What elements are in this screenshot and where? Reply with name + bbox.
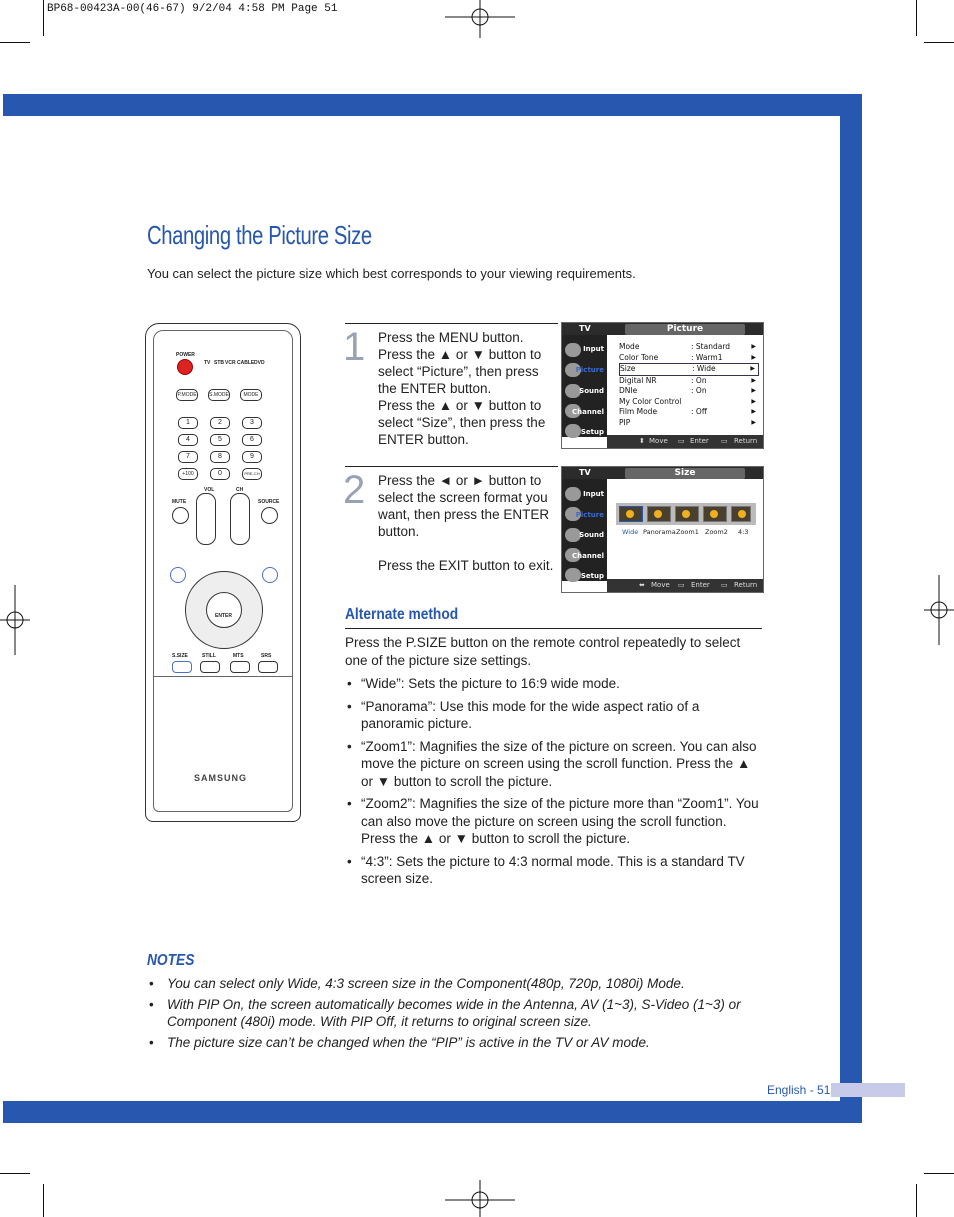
step-2-paragraph: Press the ◄ or ► button to select the screen format you want, then press the ENTER button. [378,473,550,539]
still-label: STILL [202,653,216,659]
source-button [261,507,278,524]
osd-sidebar-picture: Picture [575,366,604,374]
vol-label: VOL [204,487,215,493]
osd-sidebar [562,335,607,437]
source-label: SOURCE [258,499,280,505]
num-0-button: 0 [210,468,230,480]
osd-row-size: Size : Wide ▶ [619,363,759,376]
brand-logo: SAMSUNG [194,773,248,783]
srs-label: SRS [261,653,272,659]
osd-return-label: Return [734,581,758,589]
crop-mark [43,0,44,36]
source-tv-label: TV [204,360,211,366]
num-9-button: 9 [242,451,262,463]
notes-list [147,975,767,1055]
num-7-button: 7 [178,451,198,463]
source-stb-label: STB [214,360,224,366]
notes-heading: NOTES [147,952,195,969]
osd-tv-label: TV [579,324,591,333]
osd-picture-menu [561,322,764,449]
page-title: Changing the Picture Size [147,220,372,250]
print-slug: BP68-00423A-00(46-67) 9/2/04 4:58 PM Page 51 [47,3,338,15]
step-1-paragraph: Press the ▲ or ▼ button to select “Size”, then press the ENTER button. [378,398,546,447]
step-2-number: 2 [343,468,366,512]
setup-icon [565,424,581,438]
size-zoom1-thumbnail [675,506,699,522]
ch-label: CH [236,487,244,493]
osd-sidebar [562,479,607,581]
registration-mark [445,0,515,40]
list-item: • “Wide”: Sets the picture to 16:9 wide mode. [345,675,759,693]
num-4-button: 4 [178,434,198,446]
psize-button [172,661,192,673]
move-icon: ⬌ [639,581,645,589]
size-option-43: 4:3 [738,528,749,536]
list-item: • “Panorama”: Use this mode for the wide aspect ratio of a panoramic picture. [345,698,759,733]
osd-row-pip: PIP ▶ [619,417,756,427]
osd-sidebar-picture: Picture [575,511,604,519]
osd-row-mode: Mode : Standard ▶ [619,342,756,351]
num-1-button: 1 [178,417,198,429]
source-cable-label: CABLE [237,360,255,366]
ch-rocker [230,493,250,545]
step-1-paragraph: Press the MENU button. Press the ▲ or ▼ button to select “Picture”, then press the ENTER button. [378,330,542,396]
footer-tab [831,1083,905,1097]
crop-mark [924,1173,954,1174]
remote-control-illustration [145,323,301,822]
power-label: POWER [176,352,195,358]
osd-sidebar-sound: Sound [579,387,604,395]
osd-move-label: Move [649,437,668,445]
osd-sidebar-setup: Setup [580,572,604,580]
osd-enter-label: Enter [690,437,709,445]
num-5-button: 5 [210,434,230,446]
size-panorama-thumbnail [647,506,671,522]
osd-picture-rows [619,342,759,428]
alternate-method-intro: Press the P.SIZE button on the remote control repeatedly to select one of the picture size settings. [345,635,741,668]
power-button [177,359,193,375]
osd-size-menu [561,466,764,593]
osd-sidebar-input: Input [583,345,604,353]
list-item: • “Zoom2”: Magnifies the size of the picture more than “Zoom1”. You can also move the picture on screen using the scroll function. Press the ▲ or ▼ button to scroll the picture. [345,795,759,848]
osd-row-digital-nr: Digital NR : On ▶ [619,375,756,385]
osd-sidebar-setup: Setup [580,428,604,436]
mode-button: MODE [240,389,262,401]
registration-mark [0,585,30,655]
crop-mark [43,1184,44,1217]
return-icon: ▭ [721,581,728,589]
enter-icon: ▭ [678,437,685,445]
osd-row-dnie: DNIe : On ▶ [619,386,756,395]
osd-sidebar-input: Input [583,490,604,498]
enter-button [206,592,242,628]
side-band [840,94,862,1123]
size-zoom2-thumbnail [703,506,727,522]
osd-bottom-bar [607,435,763,448]
exit-button [262,567,278,583]
size-wide-thumbnail [619,506,643,522]
setup-icon [565,568,581,582]
num-6-button: 6 [242,434,262,446]
step-2-text [378,472,558,574]
move-icon: ⬍ [639,437,645,445]
size-mode-list [345,675,759,888]
osd-tv-label: TV [579,468,591,477]
osd-title: Size [625,468,745,479]
size-option-zoom2: Zoom2 [705,528,728,536]
note-item: • The picture size can’t be changed when the “PIP” is active in the TV or AV mode. [147,1034,767,1051]
num-3-button: 3 [242,417,262,429]
osd-bottom-bar [607,579,763,592]
prech-button: PRE-CH [242,468,262,480]
crop-mark [0,1173,30,1174]
mute-button [172,507,189,524]
size-43-thumbnail [731,506,751,522]
page-number: English - 51 [767,1083,831,1097]
list-item: • “Zoom1”: Magnifies the size of the picture on screen. You can also move the picture on screen using the scroll function. Press the ▲ or ▼ button to scroll the picture. [345,738,759,791]
alternate-method-rule [345,628,762,629]
enter-label: ENTER [215,613,232,619]
size-options-strip [616,503,756,525]
osd-sidebar-sound: Sound [579,531,604,539]
pmode-button: P.MODE [176,389,198,401]
footer-band [3,1101,862,1123]
osd-return-label: Return [734,437,758,445]
crop-mark [916,1184,917,1217]
osd-row-color-tone: Color Tone : Warm1 ▶ [619,352,756,362]
mts-label: MTS [233,653,244,659]
psize-label: S.SIZE [172,653,188,659]
osd-row-my-color-control: My Color Control ▶ [619,396,756,406]
size-option-panorama: Panorama [643,528,676,536]
osd-move-label: Move [651,581,670,589]
source-dvd-label: DVD [254,360,265,366]
intro-text: You can select the picture size which best corresponds to your viewing requirements. [147,266,636,281]
still-button [200,661,220,673]
srs-button [258,661,278,673]
smode-button: S.MODE [208,389,230,401]
input-icon [565,487,581,501]
crop-mark [0,42,30,43]
step-1-text [378,329,558,448]
mute-label: MUTE [172,499,187,505]
num-8-button: 8 [210,451,230,463]
alternate-method-body [345,634,759,893]
osd-sidebar-channel: Channel [572,552,604,560]
step-1-number: 1 [343,325,366,369]
registration-mark [924,575,954,645]
crop-mark [916,0,917,36]
step-2-paragraph: Press the EXIT button to exit. [378,558,554,573]
num-100-button: +100 [178,468,198,480]
osd-enter-label: Enter [691,581,710,589]
lower-divider [154,676,292,677]
osd-title: Picture [625,324,745,335]
vol-rocker [196,493,216,545]
return-icon: ▭ [721,437,728,445]
list-item: • “4:3”: Sets the picture to 4:3 normal mode. This is a standard TV screen size. [345,853,759,888]
osd-row-film-mode: Film Mode : Off ▶ [619,407,756,416]
step-1-rule [345,323,558,324]
alternate-method-heading: Alternate method [345,606,459,623]
crop-mark [924,42,954,43]
registration-mark [445,1180,515,1217]
enter-icon: ▭ [678,581,685,589]
step-2-rule [345,466,558,467]
num-2-button: 2 [210,417,230,429]
source-vcr-label: VCR [225,360,236,366]
size-option-wide: Wide [622,528,639,536]
header-band [3,94,862,116]
menu-button [170,567,186,583]
size-option-zoom1: Zoom1 [676,528,699,536]
mts-button [230,661,250,673]
note-item: • With PIP On, the screen automatically becomes wide in the Antenna, AV (1~3), S-Video (1~3) or Component (480i) mode. With PIP Off, it returns to original screen size. [147,996,767,1030]
osd-sidebar-channel: Channel [572,408,604,416]
note-item: • You can select only Wide, 4:3 screen size in the Component(480p, 720p, 1080i) Mode. [147,975,767,992]
input-icon [565,343,581,357]
